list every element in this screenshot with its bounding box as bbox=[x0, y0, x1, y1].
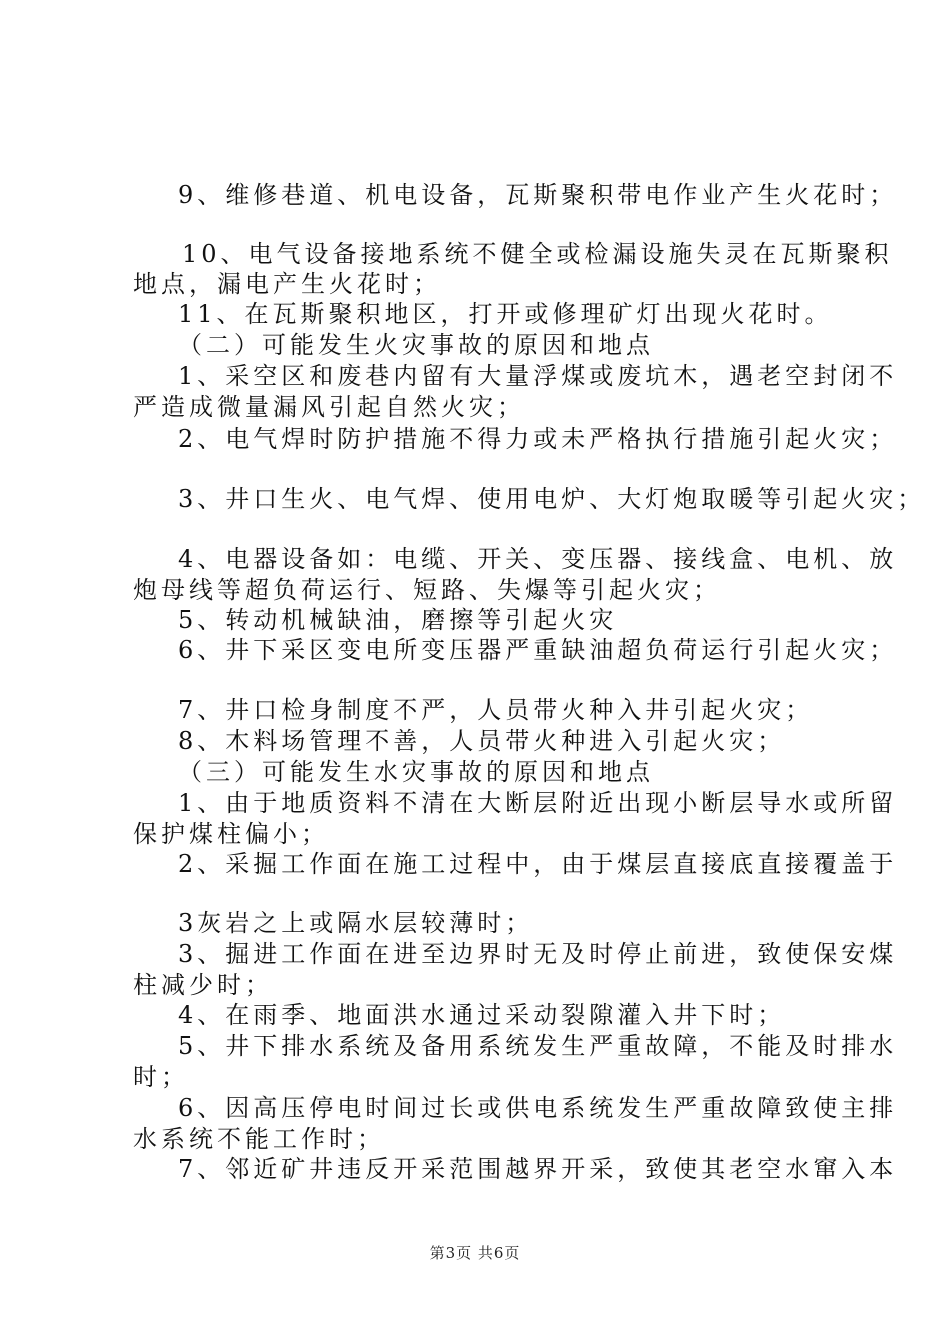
text-line: 3、掘进工作面在进至边界时无及时停止前进，致使保安煤 bbox=[178, 940, 898, 968]
text-line: 5、转动机械缺油，磨擦等引起火灾 bbox=[178, 606, 618, 634]
text-line: 水系统不能工作时； bbox=[133, 1125, 385, 1153]
text-line: 4、电器设备如：电缆、开关、变压器、接线盒、电机、放 bbox=[178, 545, 898, 573]
text-line: 7、邻近矿井违反开采范围越界开采，致使其老空水窜入本 bbox=[178, 1155, 898, 1183]
text-line: 2、电气焊时防护措施不得力或未严格执行措施引起火灾； bbox=[178, 425, 898, 453]
text-line: 地点，漏电产生火花时； bbox=[133, 270, 441, 298]
text-line: 3灰岩之上或隔水层较薄时； bbox=[178, 909, 534, 937]
text-line: 5、井下排水系统及备用系统发生严重故障，不能及时排水 bbox=[178, 1032, 898, 1060]
text-line: 3、井口生火、电气焊、使用电炉、大灯炮取暖等引起火灾； bbox=[178, 485, 926, 513]
text-line: 6、井下采区变电所变压器严重缺油超负荷运行引起火灾； bbox=[178, 636, 898, 664]
text-line: 保护煤柱偏小； bbox=[133, 820, 329, 848]
text-line: 柱减少时； bbox=[133, 971, 273, 999]
text-line: 4、在雨季、地面洪水通过采动裂隙灌入井下时； bbox=[178, 1001, 786, 1029]
text-line: 7、井口检身制度不严，人员带火种入井引起火灾； bbox=[178, 696, 814, 724]
page-footer: 第3页 共6页 bbox=[429, 1244, 521, 1262]
section-heading: （三）可能发生水灾事故的原因和地点 bbox=[178, 758, 654, 786]
text-line: 6、因高压停电时间过长或供电系统发生严重故障致使主排 bbox=[178, 1094, 898, 1122]
section-heading: （二）可能发生火灾事故的原因和地点 bbox=[178, 331, 654, 359]
text-line: 严造成微量漏风引起自然火灾； bbox=[133, 393, 525, 421]
text-line: 11、在瓦斯聚积地区，打开或修理矿灯出现火花时。 bbox=[178, 300, 833, 328]
text-line: 8、木料场管理不善，人员带火种进入引起火灾； bbox=[178, 727, 786, 755]
text-line: 1、采空区和废巷内留有大量浮煤或废坑木，遇老空封闭不 bbox=[178, 362, 898, 390]
text-line: 炮母线等超负荷运行、短路、失爆等引起火灾； bbox=[133, 576, 721, 604]
text-line: 时； bbox=[133, 1063, 189, 1091]
text-line: 2、采掘工作面在施工过程中，由于煤层直接底直接覆盖于 bbox=[178, 850, 898, 878]
text-line: 1、由于地质资料不清在大断层附近出现小断层导水或所留 bbox=[178, 789, 898, 817]
text-line: 10、电气设备接地系统不健全或检漏设施失灵在瓦斯聚积 bbox=[182, 240, 893, 268]
text-line: 9、维修巷道、机电设备，瓦斯聚积带电作业产生火花时； bbox=[178, 181, 898, 209]
